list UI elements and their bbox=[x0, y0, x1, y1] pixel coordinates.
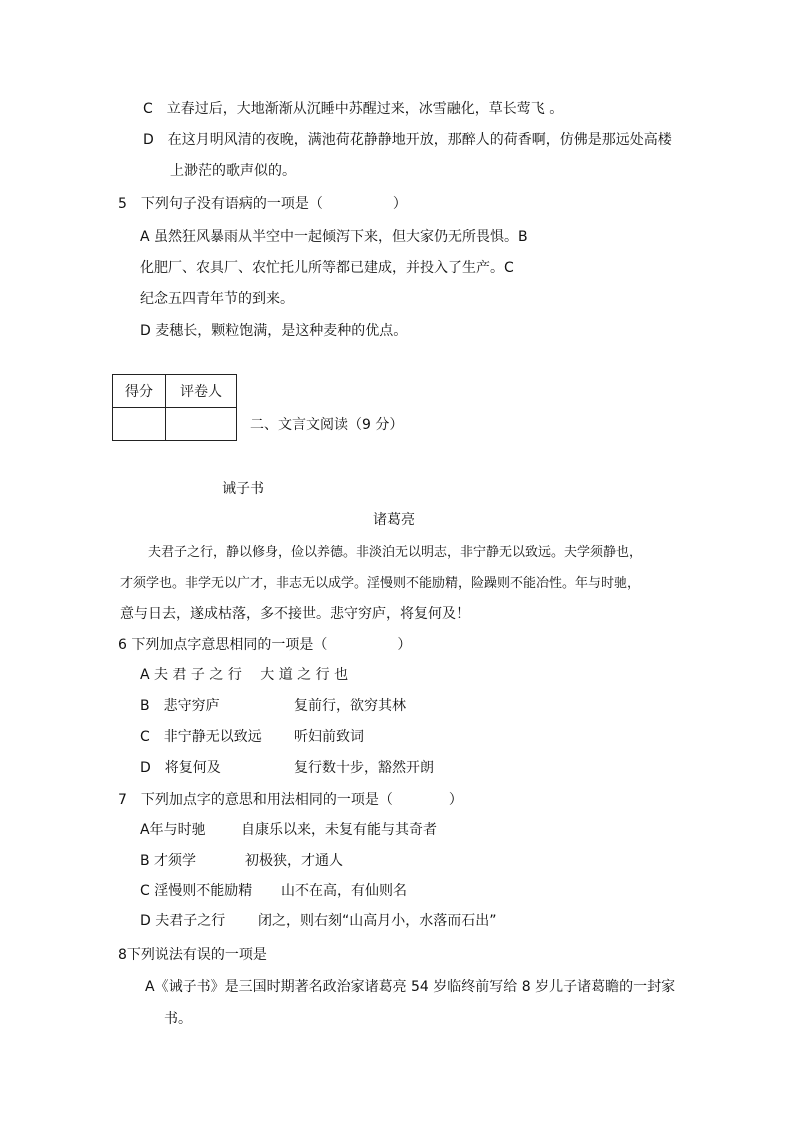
q6-option-a: A 夫 君 子 之 行 大 道 之 行 也 bbox=[140, 667, 349, 683]
q6-option-c-left: C 非宁静无以致远 bbox=[140, 729, 262, 745]
q8-option-a-line2: 书。 bbox=[164, 1011, 192, 1027]
section2-heading: 二、文言文阅读（9 分） bbox=[250, 417, 404, 433]
q6-stem: 6 下列加点字意思相同的一项是（ ） bbox=[118, 637, 412, 653]
q5-line1: A 虽然狂风暴雨从半空中一起倾泻下来，但大家仍无所畏惧。B bbox=[140, 229, 528, 245]
q8-stem: 8下列说法有误的一项是 bbox=[118, 947, 267, 963]
passage-author: 诸葛亮 bbox=[373, 512, 415, 528]
passage-line3: 意与日去，遂成枯落，多不接世。悲守穷庐，将复何及！ bbox=[120, 606, 470, 622]
q7-option-b-left: B 才须学 bbox=[140, 853, 197, 869]
q6-option-d-left: D 将复何及 bbox=[140, 760, 221, 776]
q5-stem: 5 下列句子没有语病的一项是（ ） bbox=[118, 196, 407, 212]
q7-option-c-left: C 淫慢则不能励精 bbox=[140, 883, 253, 899]
q7-option-d-right: 闭之，则右刻“山高月小，水落而石出” bbox=[258, 913, 497, 929]
score-cell[interactable] bbox=[113, 408, 166, 441]
passage-line2: 才须学也。非学无以广才，非志无以成学。淫慢则不能励精，险躁则不能冶性。年与时驰， bbox=[120, 576, 641, 591]
q4-option-c: C 立春过后，大地渐渐从沉睡中苏醒过来，冰雪融化，草长莺飞 。 bbox=[143, 101, 564, 117]
passage-line1: 夫君子之行，静以修身，俭以养德。非淡泊无以明志，非宁静无以致远。夫学须静也， bbox=[148, 545, 643, 560]
passage-title: 诫子书 bbox=[222, 481, 264, 497]
q5-line3: 纪念五四青年节的到来。 bbox=[140, 291, 294, 307]
q6-option-d-right: 复行数十步，豁然开朗 bbox=[294, 760, 434, 776]
q5-line4: D 麦穗长，颗粒饱满，是这种麦种的优点。 bbox=[140, 323, 408, 339]
q7-stem: 7 下列加点字的意思和用法相同的一项是（ ） bbox=[118, 792, 463, 808]
q7-option-a-right: 自康乐以来，未复有能与其奇者 bbox=[241, 822, 437, 838]
q5-line2: 化肥厂、农具厂、农忙托儿所等都已建成，并投入了生产。C bbox=[140, 260, 514, 276]
q6-option-c-right: 听妇前致词 bbox=[294, 729, 364, 745]
grader-cell[interactable] bbox=[166, 408, 237, 441]
q7-option-c-right: 山不在高，有仙则名 bbox=[281, 883, 407, 899]
grader-header: 评卷人 bbox=[166, 375, 237, 408]
q4-option-d-line2: 上渺茫的歌声似的。 bbox=[170, 163, 296, 179]
q7-option-d-left: D 夫君子之行 bbox=[140, 913, 226, 929]
q6-option-b-left: B 悲守穷庐 bbox=[140, 698, 220, 714]
q4-option-d-line1: D 在这月明风清的夜晚，满池荷花静静地开放，那醉人的荷香啊，仿佛是那远处高楼 bbox=[143, 132, 672, 148]
score-header: 得分 bbox=[113, 375, 166, 408]
q6-option-b-right: 复前行，欲穷其林 bbox=[294, 698, 406, 714]
q7-option-a-left: A年与时驰 bbox=[140, 822, 206, 838]
q7-option-b-right: 初极狭，才通人 bbox=[245, 853, 343, 869]
score-table bbox=[112, 374, 237, 441]
q8-option-a-line1: A《诫子书》是三国时期著名政治家诸葛亮 54 岁临终前写给 8 岁儿子诸葛瞻的一封家 bbox=[145, 979, 676, 995]
